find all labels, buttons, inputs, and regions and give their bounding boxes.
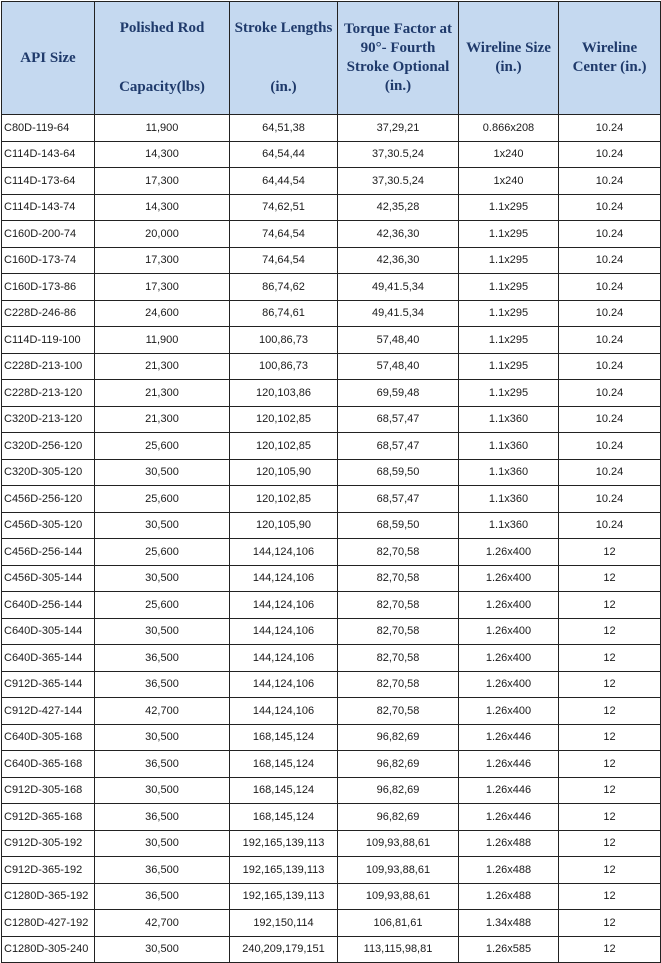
- cell-api-size: C1280D-365-192: [2, 883, 95, 910]
- cell-stroke-lengths: 168,145,124: [230, 751, 338, 778]
- cell-api-size: C640D-365-144: [2, 645, 95, 672]
- cell-wireline-size: 1.26x400: [459, 592, 559, 619]
- header-torque-label: Torque Factor at 90°- Fourth Stroke Optional (in.): [343, 21, 453, 94]
- cell-capacity: 42,700: [95, 698, 230, 725]
- cell-api-size: C114D-173-64: [2, 168, 95, 195]
- cell-capacity: 36,500: [95, 804, 230, 831]
- cell-wireline-size: 1.1x295: [459, 353, 559, 380]
- cell-api-size: C160D-173-86: [2, 274, 95, 301]
- cell-api-size: C912D-305-168: [2, 777, 95, 804]
- cell-stroke-lengths: 120,102,85: [230, 486, 338, 513]
- table-row: [2, 194, 661, 221]
- header-torque-factor: [338, 2, 459, 115]
- cell-capacity: 11,900: [95, 115, 230, 142]
- cell-capacity: 30,500: [95, 724, 230, 751]
- cell-wireline-size: 1.1x295: [459, 221, 559, 248]
- cell-api-size: C160D-173-74: [2, 247, 95, 274]
- cell-wireline-center: 10.24: [559, 459, 661, 486]
- cell-wireline-center: 12: [559, 751, 661, 778]
- cell-api-size: C160D-200-74: [2, 221, 95, 248]
- cell-stroke-lengths: 144,124,106: [230, 592, 338, 619]
- cell-wireline-center: 12: [559, 592, 661, 619]
- spec-table-container: [0, 1, 661, 961]
- cell-api-size: C912D-365-192: [2, 857, 95, 884]
- cell-wireline-center: 10.24: [559, 327, 661, 354]
- cell-wireline-size: 1.34x488: [459, 910, 559, 937]
- cell-api-size: C456D-305-144: [2, 565, 95, 592]
- cell-capacity: 20,000: [95, 221, 230, 248]
- table-row: [2, 539, 661, 566]
- cell-stroke-lengths: 120,102,85: [230, 433, 338, 460]
- cell-api-size: C80D-119-64: [2, 115, 95, 142]
- header-wireline-size-label: Wireline Size (in.): [466, 40, 551, 75]
- table-row: [2, 592, 661, 619]
- header-capacity-label: Capacity(lbs): [119, 79, 205, 95]
- cell-capacity: 24,600: [95, 300, 230, 327]
- cell-stroke-lengths: 100,86,73: [230, 353, 338, 380]
- cell-torque-factor: 82,70,58: [338, 592, 459, 619]
- cell-wireline-size: 1.26x488: [459, 857, 559, 884]
- cell-wireline-size: 1.26x446: [459, 751, 559, 778]
- cell-wireline-size: 1x240: [459, 141, 559, 168]
- cell-wireline-center: 10.24: [559, 380, 661, 407]
- cell-stroke-lengths: 64,51,38: [230, 115, 338, 142]
- cell-api-size: C640D-305-144: [2, 618, 95, 645]
- cell-capacity: 21,300: [95, 380, 230, 407]
- cell-torque-factor: 82,70,58: [338, 671, 459, 698]
- cell-api-size: C456D-305-120: [2, 512, 95, 539]
- cell-wireline-size: 1.1x295: [459, 247, 559, 274]
- cell-torque-factor: 82,70,58: [338, 645, 459, 672]
- cell-wireline-center: 12: [559, 724, 661, 751]
- header-polished-rod-capacity: [95, 2, 230, 115]
- table-row: [2, 698, 661, 725]
- cell-stroke-lengths: 192,165,139,113: [230, 857, 338, 884]
- cell-stroke-lengths: 168,145,124: [230, 777, 338, 804]
- cell-torque-factor: 42,36,30: [338, 247, 459, 274]
- cell-torque-factor: 68,57,47: [338, 486, 459, 513]
- cell-stroke-lengths: 144,124,106: [230, 671, 338, 698]
- cell-capacity: 30,500: [95, 618, 230, 645]
- cell-torque-factor: 82,70,58: [338, 618, 459, 645]
- cell-wireline-center: 10.24: [559, 115, 661, 142]
- cell-stroke-lengths: 144,124,106: [230, 565, 338, 592]
- table-row: [2, 141, 661, 168]
- table-row: [2, 459, 661, 486]
- cell-api-size: C1280D-305-240: [2, 936, 95, 963]
- header-stroke-lengths: [230, 2, 338, 115]
- cell-wireline-center: 10.24: [559, 300, 661, 327]
- cell-torque-factor: 109,93,88,61: [338, 830, 459, 857]
- cell-torque-factor: 68,59,50: [338, 512, 459, 539]
- cell-api-size: C228D-246-86: [2, 300, 95, 327]
- cell-wireline-center: 12: [559, 936, 661, 963]
- cell-torque-factor: 42,35,28: [338, 194, 459, 221]
- cell-wireline-center: 12: [559, 777, 661, 804]
- table-row: [2, 433, 661, 460]
- cell-capacity: 36,500: [95, 857, 230, 884]
- cell-stroke-lengths: 144,124,106: [230, 618, 338, 645]
- cell-api-size: C228D-213-100: [2, 353, 95, 380]
- cell-wireline-center: 12: [559, 671, 661, 698]
- table-row: [2, 910, 661, 937]
- cell-capacity: 25,600: [95, 433, 230, 460]
- table-row: [2, 751, 661, 778]
- table-row: [2, 777, 661, 804]
- cell-api-size: C1280D-427-192: [2, 910, 95, 937]
- cell-capacity: 42,700: [95, 910, 230, 937]
- cell-torque-factor: 82,70,58: [338, 539, 459, 566]
- cell-wireline-size: 1.1x295: [459, 300, 559, 327]
- cell-api-size: C640D-365-168: [2, 751, 95, 778]
- cell-torque-factor: 69,59,48: [338, 380, 459, 407]
- cell-wireline-center: 10.24: [559, 406, 661, 433]
- cell-capacity: 14,300: [95, 141, 230, 168]
- cell-api-size: C456D-256-120: [2, 486, 95, 513]
- cell-wireline-size: 1.26x400: [459, 539, 559, 566]
- header-api-size-label: API Size: [20, 49, 76, 66]
- cell-capacity: 36,500: [95, 645, 230, 672]
- cell-capacity: 17,300: [95, 247, 230, 274]
- cell-torque-factor: 68,57,47: [338, 433, 459, 460]
- cell-stroke-lengths: 64,54,44: [230, 141, 338, 168]
- cell-stroke-lengths: 100,86,73: [230, 327, 338, 354]
- cell-stroke-lengths: 144,124,106: [230, 698, 338, 725]
- cell-wireline-size: 1.26x400: [459, 645, 559, 672]
- cell-stroke-lengths: 74,62,51: [230, 194, 338, 221]
- cell-wireline-size: 1.26x488: [459, 883, 559, 910]
- table-row: [2, 406, 661, 433]
- cell-wireline-center: 10.24: [559, 353, 661, 380]
- cell-stroke-lengths: 168,145,124: [230, 804, 338, 831]
- table-row: [2, 327, 661, 354]
- cell-capacity: 36,500: [95, 883, 230, 910]
- cell-api-size: C228D-213-120: [2, 380, 95, 407]
- table-row: [2, 618, 661, 645]
- table-row: [2, 300, 661, 327]
- cell-wireline-size: 1.26x400: [459, 618, 559, 645]
- cell-stroke-lengths: 192,165,139,113: [230, 830, 338, 857]
- cell-wireline-size: 1.26x488: [459, 830, 559, 857]
- cell-wireline-center: 10.24: [559, 274, 661, 301]
- cell-api-size: C114D-143-64: [2, 141, 95, 168]
- cell-torque-factor: 37,30.5,24: [338, 168, 459, 195]
- table-row: [2, 168, 661, 195]
- cell-wireline-center: 12: [559, 857, 661, 884]
- cell-wireline-size: 1.26x400: [459, 671, 559, 698]
- table-row: [2, 247, 661, 274]
- cell-stroke-lengths: 240,209,179,151: [230, 936, 338, 963]
- cell-wireline-center: 10.24: [559, 221, 661, 248]
- cell-capacity: 30,500: [95, 936, 230, 963]
- cell-wireline-size: 1.26x446: [459, 724, 559, 751]
- cell-wireline-size: 1.1x295: [459, 194, 559, 221]
- cell-stroke-lengths: 86,74,61: [230, 300, 338, 327]
- cell-api-size: C456D-256-144: [2, 539, 95, 566]
- cell-torque-factor: 96,82,69: [338, 751, 459, 778]
- cell-torque-factor: 37,30.5,24: [338, 141, 459, 168]
- table-row: [2, 830, 661, 857]
- table-row: [2, 221, 661, 248]
- cell-wireline-size: 1.1x360: [459, 406, 559, 433]
- cell-api-size: C114D-143-74: [2, 194, 95, 221]
- table-row: [2, 353, 661, 380]
- cell-torque-factor: 109,93,88,61: [338, 883, 459, 910]
- cell-capacity: 21,300: [95, 353, 230, 380]
- table-row: [2, 724, 661, 751]
- cell-torque-factor: 37,29,21: [338, 115, 459, 142]
- header-stroke-label: Stroke Lengths: [234, 20, 333, 36]
- cell-torque-factor: 42,36,30: [338, 221, 459, 248]
- cell-wireline-size: 0.866x208: [459, 115, 559, 142]
- cell-stroke-lengths: 168,145,124: [230, 724, 338, 751]
- cell-wireline-size: 1.26x446: [459, 804, 559, 831]
- cell-api-size: C640D-305-168: [2, 724, 95, 751]
- cell-stroke-lengths: 144,124,106: [230, 645, 338, 672]
- cell-capacity: 14,300: [95, 194, 230, 221]
- cell-wireline-center: 12: [559, 883, 661, 910]
- cell-torque-factor: 68,59,50: [338, 459, 459, 486]
- table-row: [2, 645, 661, 672]
- cell-torque-factor: 96,82,69: [338, 724, 459, 751]
- cell-wireline-center: 10.24: [559, 512, 661, 539]
- table-row: [2, 565, 661, 592]
- cell-torque-factor: 82,70,58: [338, 698, 459, 725]
- header-row: [2, 2, 661, 115]
- cell-capacity: 36,500: [95, 751, 230, 778]
- cell-stroke-lengths: 192,150,114: [230, 910, 338, 937]
- cell-api-size: C320D-213-120: [2, 406, 95, 433]
- cell-capacity: 17,300: [95, 168, 230, 195]
- table-row: [2, 883, 661, 910]
- cell-capacity: 30,500: [95, 459, 230, 486]
- cell-stroke-lengths: 120,105,90: [230, 512, 338, 539]
- cell-wireline-center: 10.24: [559, 168, 661, 195]
- cell-stroke-lengths: 74,64,54: [230, 221, 338, 248]
- cell-capacity: 25,600: [95, 592, 230, 619]
- cell-capacity: 25,600: [95, 486, 230, 513]
- header-wireline-center-label: Wireline Center (in.): [572, 40, 647, 75]
- cell-wireline-size: 1.26x585: [459, 936, 559, 963]
- cell-stroke-lengths: 86,74,62: [230, 274, 338, 301]
- cell-torque-factor: 109,93,88,61: [338, 857, 459, 884]
- cell-wireline-size: 1.1x295: [459, 327, 559, 354]
- cell-stroke-lengths: 120,103,86: [230, 380, 338, 407]
- header-wireline-center: [559, 2, 661, 115]
- cell-capacity: 11,900: [95, 327, 230, 354]
- cell-wireline-center: 10.24: [559, 194, 661, 221]
- cell-wireline-size: 1.1x360: [459, 459, 559, 486]
- header-api-size: [2, 2, 95, 115]
- cell-api-size: C912D-427-144: [2, 698, 95, 725]
- cell-stroke-lengths: 144,124,106: [230, 539, 338, 566]
- table-row: [2, 274, 661, 301]
- cell-capacity: 30,500: [95, 512, 230, 539]
- cell-stroke-lengths: 192,165,139,113: [230, 883, 338, 910]
- cell-capacity: 30,500: [95, 565, 230, 592]
- cell-torque-factor: 96,82,69: [338, 804, 459, 831]
- table-row: [2, 512, 661, 539]
- cell-torque-factor: 82,70,58: [338, 565, 459, 592]
- cell-torque-factor: 49,41.5,34: [338, 274, 459, 301]
- table-row: [2, 486, 661, 513]
- cell-wireline-center: 12: [559, 804, 661, 831]
- cell-api-size: C912D-365-168: [2, 804, 95, 831]
- table-body: [2, 115, 661, 963]
- cell-torque-factor: 57,48,40: [338, 327, 459, 354]
- cell-wireline-center: 12: [559, 539, 661, 566]
- cell-wireline-size: 1.26x446: [459, 777, 559, 804]
- cell-torque-factor: 57,48,40: [338, 353, 459, 380]
- cell-capacity: 30,500: [95, 777, 230, 804]
- table-row: [2, 115, 661, 142]
- cell-capacity: 17,300: [95, 274, 230, 301]
- cell-api-size: C114D-119-100: [2, 327, 95, 354]
- cell-stroke-lengths: 120,102,85: [230, 406, 338, 433]
- cell-capacity: 21,300: [95, 406, 230, 433]
- cell-api-size: C320D-305-120: [2, 459, 95, 486]
- cell-api-size: C912D-365-144: [2, 671, 95, 698]
- header-wireline-size: [459, 2, 559, 115]
- cell-wireline-center: 10.24: [559, 486, 661, 513]
- cell-torque-factor: 113,115,98,81: [338, 936, 459, 963]
- cell-torque-factor: 68,57,47: [338, 406, 459, 433]
- cell-wireline-center: 12: [559, 618, 661, 645]
- cell-wireline-center: 12: [559, 698, 661, 725]
- header-stroke-unit: (in.): [270, 79, 297, 95]
- cell-stroke-lengths: 74,64,54: [230, 247, 338, 274]
- cell-wireline-center: 10.24: [559, 433, 661, 460]
- cell-torque-factor: 106,81,61: [338, 910, 459, 937]
- table-header: [2, 2, 661, 115]
- cell-torque-factor: 49,41.5,34: [338, 300, 459, 327]
- cell-api-size: C640D-256-144: [2, 592, 95, 619]
- cell-wireline-center: 12: [559, 645, 661, 672]
- cell-capacity: 25,600: [95, 539, 230, 566]
- cell-capacity: 36,500: [95, 671, 230, 698]
- cell-torque-factor: 96,82,69: [338, 777, 459, 804]
- table-row: [2, 671, 661, 698]
- cell-wireline-size: 1.1x360: [459, 486, 559, 513]
- cell-stroke-lengths: 64,44,54: [230, 168, 338, 195]
- cell-api-size: C912D-305-192: [2, 830, 95, 857]
- table-row: [2, 936, 661, 963]
- cell-wireline-size: 1.1x295: [459, 274, 559, 301]
- cell-capacity: 30,500: [95, 830, 230, 857]
- cell-wireline-center: 12: [559, 830, 661, 857]
- cell-wireline-center: 12: [559, 565, 661, 592]
- cell-wireline-center: 10.24: [559, 141, 661, 168]
- cell-wireline-center: 12: [559, 910, 661, 937]
- table-row: [2, 857, 661, 884]
- table-row: [2, 804, 661, 831]
- pumping-unit-spec-table: [1, 1, 661, 963]
- cell-wireline-size: 1.1x360: [459, 512, 559, 539]
- cell-wireline-size: 1.26x400: [459, 698, 559, 725]
- cell-wireline-size: 1.1x295: [459, 380, 559, 407]
- cell-wireline-size: 1x240: [459, 168, 559, 195]
- header-polished-rod-label: Polished Rod: [119, 20, 205, 36]
- cell-stroke-lengths: 120,105,90: [230, 459, 338, 486]
- cell-wireline-size: 1.26x400: [459, 565, 559, 592]
- table-row: [2, 380, 661, 407]
- cell-wireline-center: 10.24: [559, 247, 661, 274]
- cell-wireline-size: 1.1x360: [459, 433, 559, 460]
- cell-api-size: C320D-256-120: [2, 433, 95, 460]
